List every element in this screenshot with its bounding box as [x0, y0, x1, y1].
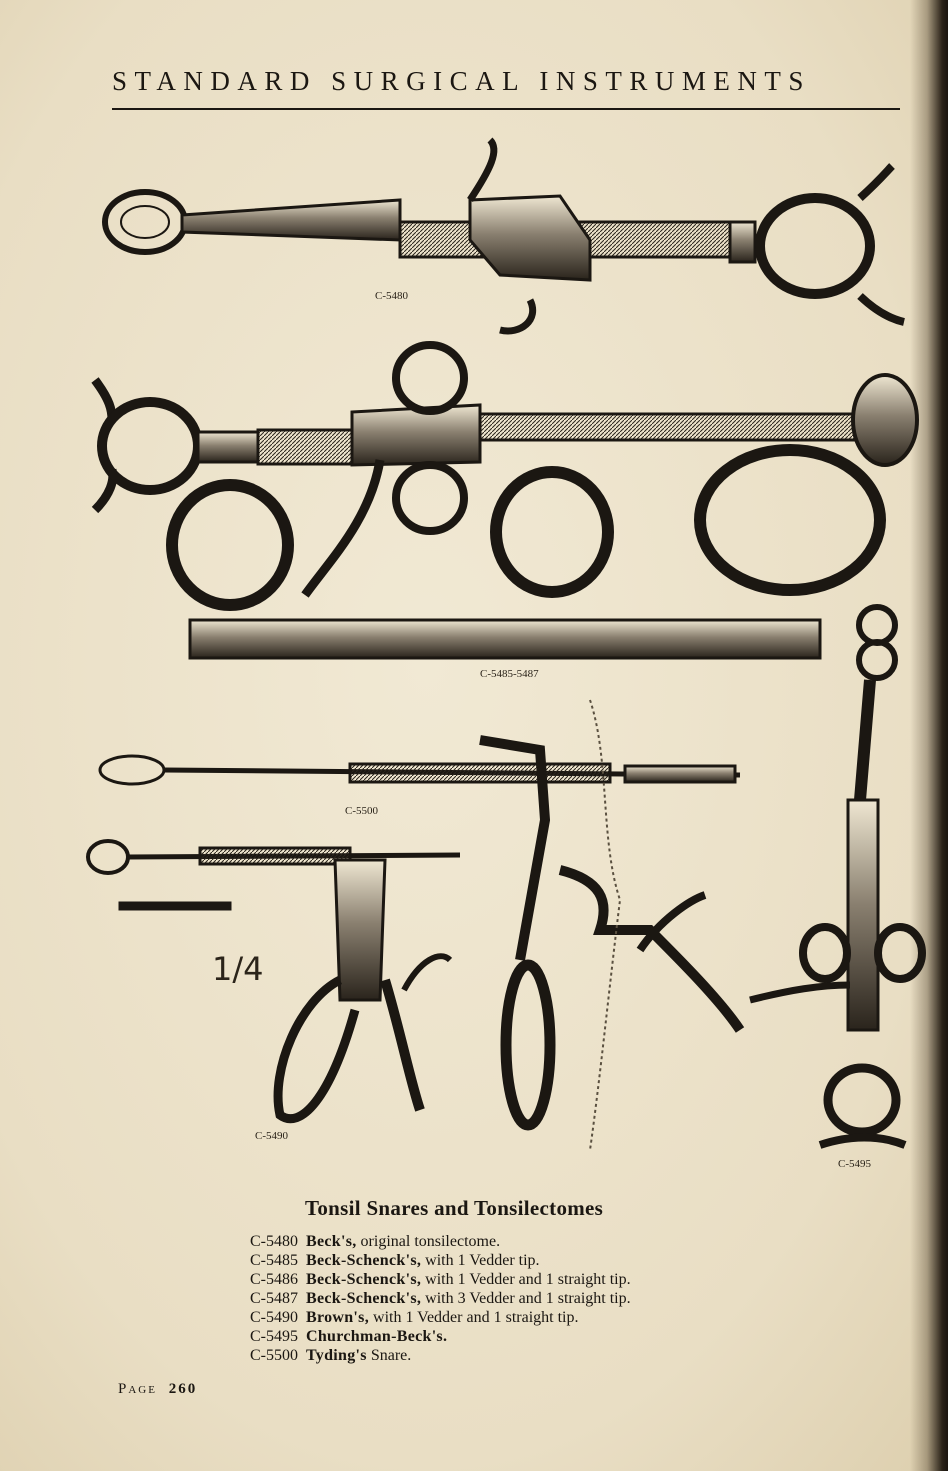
catalog-desc: with 3 Vedder and 1 straight tip.: [421, 1290, 631, 1307]
catalog-item: [66, 1327, 631, 1346]
figure-label-c5490: C-5490: [255, 1130, 288, 1142]
page-label: Page: [118, 1381, 157, 1397]
catalog-name: Brown's,: [306, 1309, 370, 1326]
page-number: 260: [168, 1381, 198, 1397]
catalog-name: Beck-Schenck's,: [306, 1290, 422, 1307]
snare-c5500-drawing: [100, 756, 740, 784]
catalog-code: C-5487: [250, 1290, 298, 1307]
figure-label-c5495: C-5495: [838, 1158, 871, 1170]
figure-label-c5500: C-5500: [345, 805, 378, 817]
catalog-item: [66, 1270, 631, 1289]
catalog-code: C-5495: [250, 1328, 298, 1345]
catalog-name: Beck-Schenck's,: [306, 1271, 422, 1288]
page-footer: [118, 1381, 197, 1398]
catalog-name: Beck's,: [306, 1233, 357, 1250]
snare-c5490-drawing: [88, 841, 460, 1119]
catalog-desc: original tonsilectome.: [356, 1233, 501, 1250]
catalog-item: [66, 1232, 631, 1251]
catalog-item: [66, 1346, 631, 1365]
section-title: Tonsil Snares and Tonsilectomes: [305, 1196, 604, 1220]
catalog-code: C-5490: [250, 1309, 298, 1326]
tonsilectome-c5495-drawing: [750, 607, 922, 1145]
catalog-code: C-5486: [250, 1271, 298, 1288]
page-header-title: STANDARD SURGICAL INSTRUMENTS: [112, 66, 811, 96]
figure-label-c5480: C-5480: [375, 290, 408, 302]
figure-label-c5485-5487: C-5485-5487: [480, 668, 539, 680]
catalog-code: C-5485: [250, 1252, 298, 1269]
tonsilectome-c5485-drawing: [95, 345, 917, 658]
catalog-item: [66, 1308, 631, 1327]
catalog-desc: with 1 Vedder and 1 straight tip.: [369, 1309, 579, 1326]
tonsilectome-c5480-drawing: [105, 140, 904, 331]
catalog-name: Beck-Schenck's,: [306, 1252, 422, 1269]
scale-fraction: 1/4: [212, 950, 264, 988]
catalog-desc: with 1 Vedder tip.: [421, 1252, 540, 1269]
catalog-code: C-5480: [250, 1233, 298, 1250]
catalog-code: C-5500: [250, 1347, 298, 1364]
catalog-item: [66, 1289, 631, 1308]
catalog-list: [66, 1232, 631, 1365]
catalog-desc: Snare.: [366, 1347, 412, 1364]
catalog-name: Churchman-Beck's.: [306, 1328, 448, 1345]
catalog-item: [66, 1251, 631, 1270]
catalog-desc: with 1 Vedder and 1 straight tip.: [421, 1271, 631, 1288]
catalog-name: Tyding's: [306, 1347, 367, 1364]
